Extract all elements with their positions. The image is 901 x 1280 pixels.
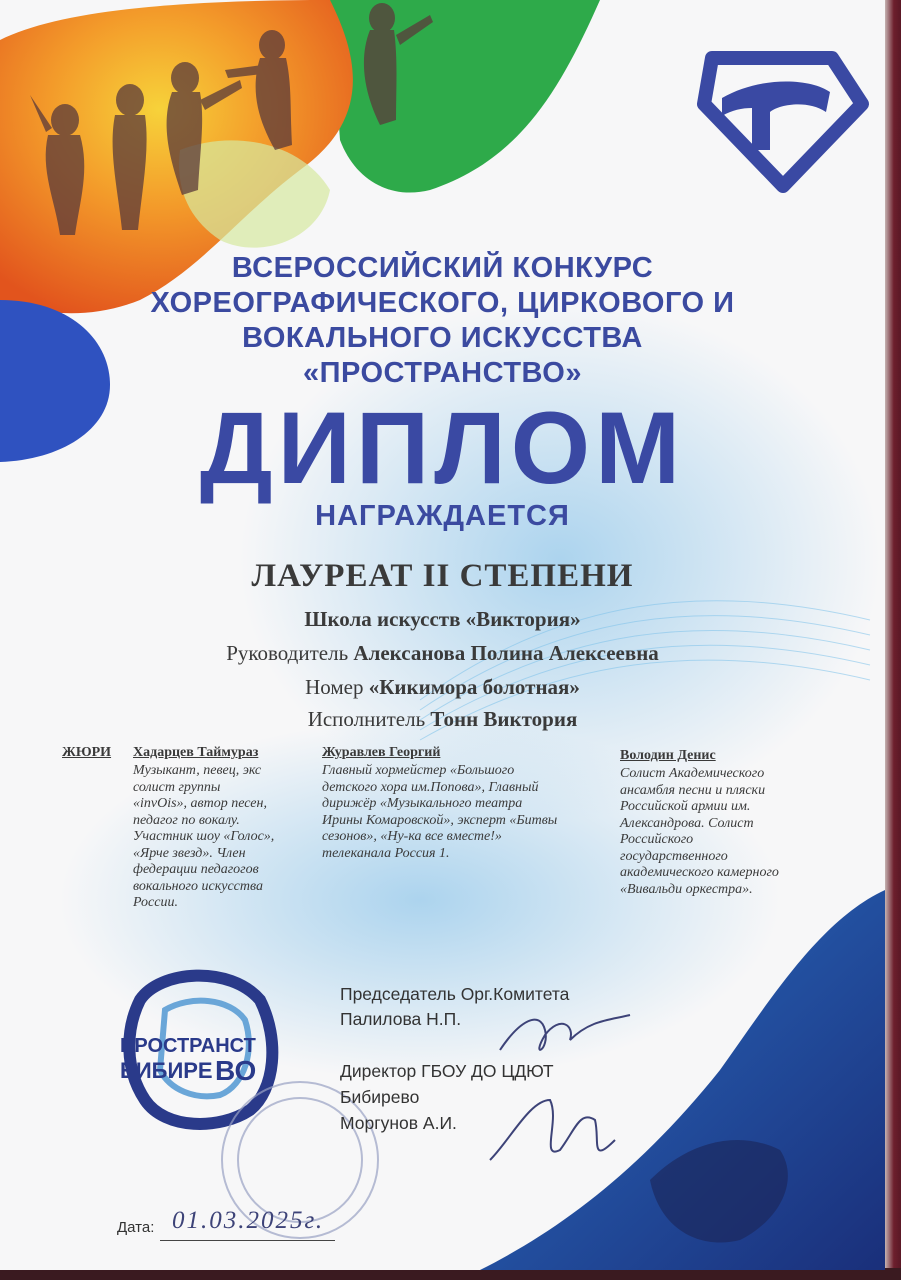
frame-edge <box>883 0 901 1280</box>
logo-text-bottom: БИБИРЕ <box>120 1058 213 1083</box>
juror-desc-line: Александрова. Солист <box>620 815 754 831</box>
juror-desc-line: Главный хормейстер «Большого <box>322 763 515 778</box>
juror-desc-line: Музыкант, певец, экс <box>133 763 262 778</box>
juror-name: Володин Денис <box>620 748 716 763</box>
leader-line <box>0 641 885 666</box>
juror-desc-line: академического камерного <box>620 865 779 880</box>
juror-desc-line: Российского <box>620 832 694 847</box>
juror-desc-line: детского хора им.Попова», Главный <box>322 779 539 795</box>
laureate-degree: ЛАУРЕАТ II СТЕПЕНИ <box>251 558 634 594</box>
performer-line <box>0 707 885 732</box>
jury-label: ЖЮРИ <box>62 745 112 760</box>
juror-desc-line: солист группы <box>133 779 221 795</box>
leader-name: Алексанова Полина Алексеевна <box>353 641 659 665</box>
juror-name: Хадарцев Таймураз <box>133 745 259 760</box>
top-right-emblem-icon <box>704 58 862 186</box>
director-signature-icon <box>490 1100 615 1160</box>
contest-title-line-2: ХОРЕОГРАФИЧЕСКОГО, ЦИРКОВОГО И <box>150 287 735 319</box>
chair-name: Палилова Н.П. <box>340 1009 462 1029</box>
juror-desc-line: Ирины Комаровской», эксперт «Битвы <box>322 812 558 828</box>
juror-2 <box>322 745 597 862</box>
performer-name: Тонн Виктория <box>430 707 578 731</box>
number-line <box>0 675 885 700</box>
logo-text-top: ПРОСТРАНСТ <box>120 1035 256 1057</box>
director-place: Бибирево <box>340 1087 420 1107</box>
juror-3 <box>620 748 830 898</box>
juror-desc-line: «invOis», автор песен, <box>133 796 267 811</box>
juror-desc-line: Российской армии им. <box>620 799 751 814</box>
contest-title-line-1: ВСЕРОССИЙСКИЙ КОНКУРС <box>231 252 654 284</box>
number-name: «Кикимора болотная» <box>368 675 580 699</box>
awarded-heading: НАГРАЖДАЕТСЯ <box>315 500 570 532</box>
juror-desc-line: Участник шоу «Голос», <box>133 829 275 844</box>
contest-title-line-3: ВОКАЛЬНОГО ИСКУССТВА <box>242 322 643 354</box>
date-underline <box>160 1240 335 1241</box>
number-label: Номер <box>305 675 364 699</box>
school-line <box>0 607 885 632</box>
juror-desc-line: ансамбля песни и пляски <box>620 782 766 798</box>
juror-desc-line: России. <box>133 895 178 910</box>
juror-desc-line: телеканала Россия 1. <box>322 845 450 861</box>
juror-name: Журавлев Георгий <box>322 745 441 760</box>
date-label: Дата: <box>117 1219 155 1236</box>
juror-desc-line: дирижёр «Музыкального театра <box>322 796 523 811</box>
school-name: Школа искусств «Виктория» <box>304 607 581 631</box>
juror-desc-line: педагог по вокалу. <box>133 812 240 828</box>
chair-title: Председатель Орг.Комитета <box>340 984 570 1004</box>
logo-text-end: ВО <box>215 1055 257 1086</box>
diploma-title: ДИПЛОМ <box>199 391 686 505</box>
leader-label: Руководитель <box>226 641 349 665</box>
juror-desc-line: федерации педагогов <box>133 862 259 877</box>
contest-title-line-4: «ПРОСТРАНСТВО» <box>303 357 582 389</box>
date-value: 01.03.2025г. <box>172 1207 325 1234</box>
juror-desc-line: государственного <box>620 848 728 864</box>
juror-desc-line: сезонов», «Ну-ка все вместе!» <box>322 829 502 844</box>
director-name: Моргунов А.И. <box>340 1113 457 1133</box>
performer-label: Исполнитель <box>307 707 426 731</box>
juror-1 <box>133 745 313 912</box>
juror-desc-line: вокального искусства <box>133 878 263 894</box>
juror-desc-line: «Ярче звезд». Член <box>133 845 246 861</box>
juror-desc-line: «Вивальди оркестра». <box>620 881 753 897</box>
director-title: Директор ГБОУ ДО ЦДЮТ <box>340 1061 554 1081</box>
juror-desc-line: Солист Академического <box>620 766 765 781</box>
